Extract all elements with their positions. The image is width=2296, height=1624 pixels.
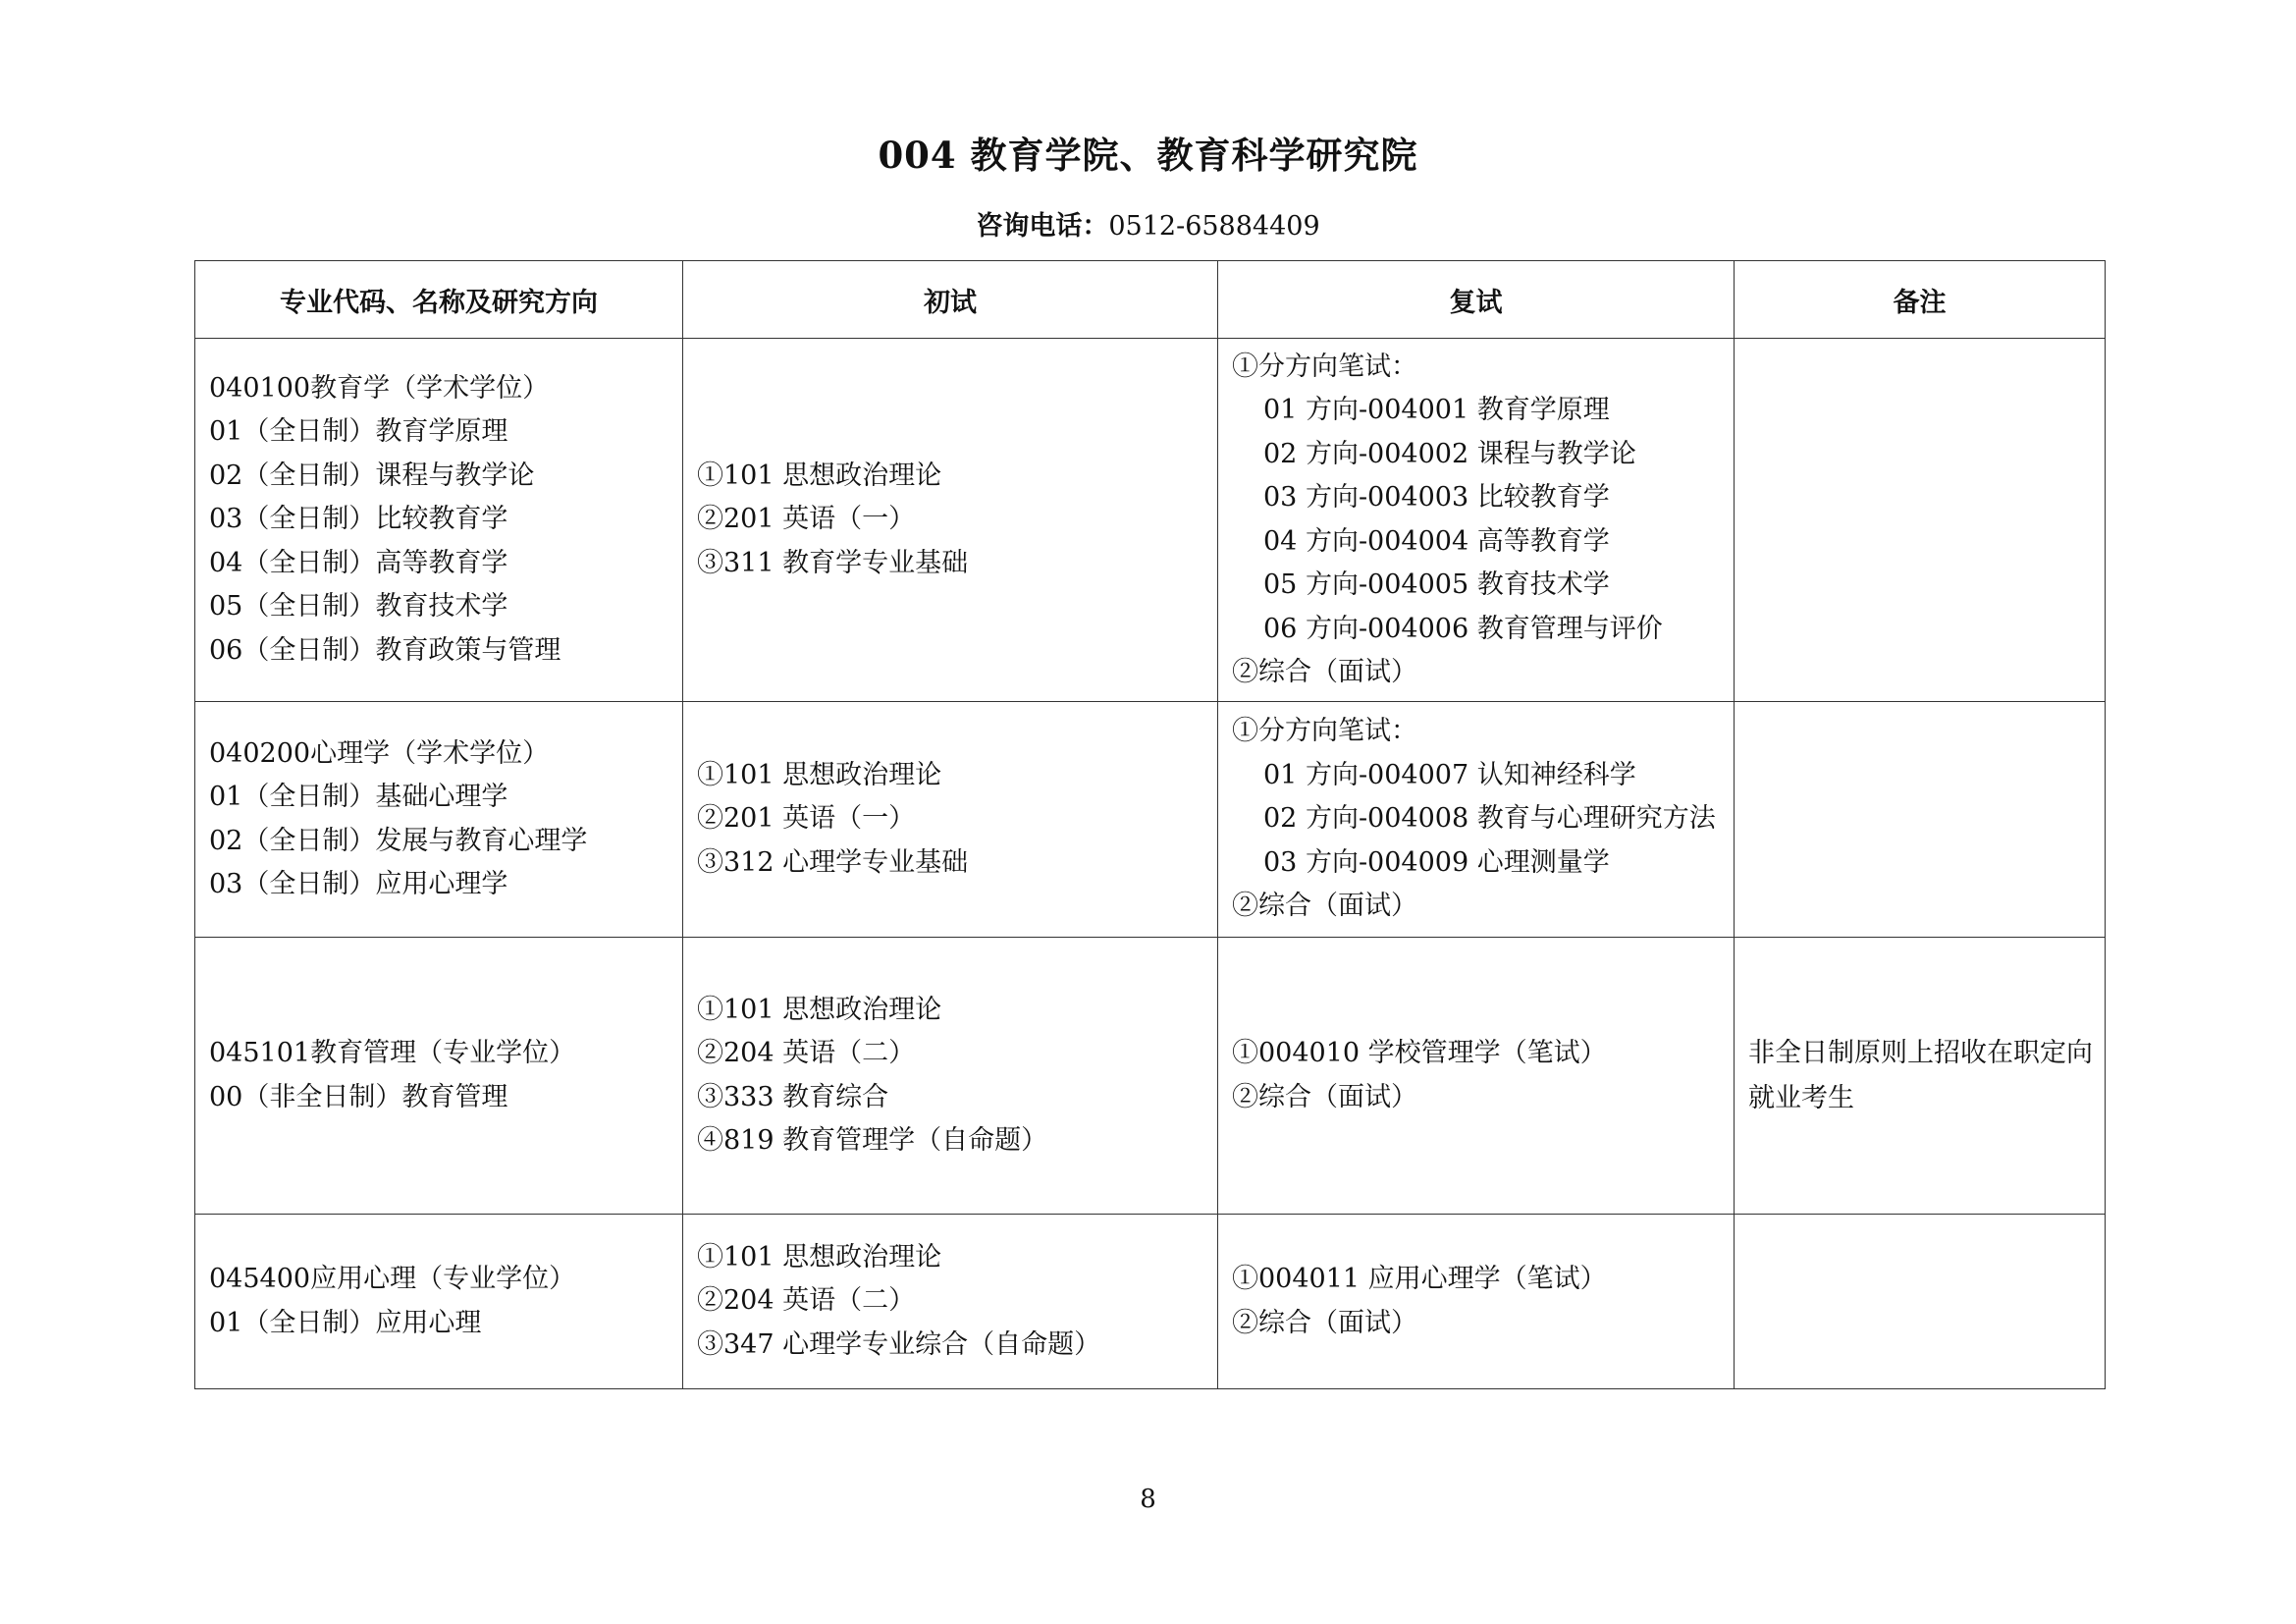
page-number: 8 — [1140, 1485, 1156, 1514]
remark-cell — [1735, 702, 2106, 938]
header-remark: 备注 — [1735, 261, 2106, 339]
major-title — [209, 367, 668, 411]
table-row — [195, 938, 2106, 1215]
page-title: 004 教育学院、教育科学研究院 — [878, 134, 1418, 177]
major-title — [209, 732, 668, 777]
remark-cell — [1735, 339, 2106, 702]
retest-interview: ②综合（面试） — [1232, 657, 1417, 687]
direction-item: 06（全日制）教育政策与管理 — [209, 634, 561, 666]
header-initial-exam: 初试 — [683, 261, 1218, 339]
exam-subject: ③312 心理学专业基础 — [697, 846, 969, 878]
direction-item: 00（非全日制）教育管理 — [209, 1081, 508, 1112]
major-title — [209, 1032, 668, 1076]
exam-subject: ①101 思想政治理论 — [697, 759, 942, 790]
retest-title: ①分方向笔试： — [1232, 351, 1417, 382]
table-row — [195, 702, 2106, 938]
retest-item: 01 方向-004001 教育学原理 — [1263, 395, 1610, 425]
major-code: 045400 — [209, 1264, 311, 1294]
major-cell — [195, 1215, 683, 1389]
major-code: 045101 — [209, 1038, 311, 1068]
initial-exam-cell — [683, 339, 1218, 702]
retest-item: 06 方向-004006 教育管理与评价 — [1263, 613, 1663, 644]
retest-item: 01 方向-004007 认知神经科学 — [1263, 759, 1636, 790]
major-name: 教育管理（专业学位） — [310, 1038, 576, 1068]
retest-item: 05 方向-004005 教育技术学 — [1263, 569, 1610, 600]
direction-item: 01（全日制）教育学原理 — [209, 416, 508, 448]
major-code: 040200 — [209, 737, 311, 769]
retest-item: 04 方向-004004 高等教育学 — [1263, 525, 1610, 557]
exam-subject: ④819 教育管理学（自命题） — [697, 1125, 1048, 1156]
remark-text: 非全日制原则上招收在职定向就业考生 — [1748, 1037, 2093, 1113]
table-row — [195, 339, 2106, 702]
exam-subject: ②201 英语（一） — [697, 504, 916, 535]
contact-line — [0, 204, 2296, 243]
retest-cell — [1218, 1215, 1735, 1389]
remark-cell — [1735, 938, 2106, 1215]
retest-item: 03 方向-004009 心理测量学 — [1263, 846, 1610, 878]
header-retest: 复试 — [1218, 261, 1735, 339]
contact-label: 咨询电话： — [976, 211, 1109, 242]
retest-title: ①分方向笔试： — [1232, 716, 1417, 747]
direction-item: 03（全日制）应用心理学 — [209, 869, 508, 899]
major-name: 应用心理（专业学位） — [310, 1264, 576, 1294]
direction-item: 01（全日制）基础心理学 — [209, 782, 508, 812]
retest-item: ①004010 学校管理学（笔试） — [1232, 1038, 1607, 1068]
direction-item: 01（全日制）应用心理 — [209, 1307, 482, 1338]
table-row — [195, 1215, 2106, 1389]
exam-subject: ③347 心理学专业综合（自命题） — [697, 1328, 1101, 1360]
direction-item: 03（全日制）比较教育学 — [209, 504, 508, 535]
exam-subject: ①101 思想政治理论 — [697, 994, 942, 1025]
exam-subject: ②204 英语（二） — [697, 1285, 916, 1317]
retest-item: 02 方向-004002 课程与教学论 — [1263, 438, 1636, 469]
retest-cell — [1218, 339, 1735, 702]
admissions-table — [194, 260, 2106, 1389]
retest-interview: ②综合（面试） — [1232, 891, 1417, 922]
exam-subject: ②201 英语（一） — [697, 803, 916, 835]
retest-item: 03 方向-004003 比较教育学 — [1263, 482, 1610, 513]
initial-exam-cell — [683, 938, 1218, 1215]
direction-item: 02（全日制）发展与教育心理学 — [209, 825, 588, 856]
retest-cell — [1218, 702, 1735, 938]
direction-item: 02（全日制）课程与教学论 — [209, 460, 535, 491]
exam-subject: ①101 思想政治理论 — [697, 460, 942, 491]
major-code: 040100 — [209, 372, 311, 404]
table-header-row — [195, 261, 2106, 339]
remark-cell — [1735, 1215, 2106, 1389]
major-name: 心理学（学术学位） — [310, 737, 550, 769]
retest-cell — [1218, 938, 1735, 1215]
exam-subject: ①101 思想政治理论 — [697, 1241, 942, 1272]
major-cell — [195, 702, 683, 938]
exam-subject: ②204 英语（二） — [697, 1038, 916, 1068]
initial-exam-cell — [683, 1215, 1218, 1389]
retest-item: ①004011 应用心理学（笔试） — [1232, 1264, 1607, 1294]
header-major: 专业代码、名称及研究方向 — [195, 261, 683, 339]
retest-interview: ②综合（面试） — [1232, 1081, 1417, 1112]
exam-subject: ③333 教育综合 — [697, 1081, 889, 1112]
major-name: 教育学（学术学位） — [310, 372, 550, 404]
major-title — [209, 1258, 668, 1302]
major-cell — [195, 339, 683, 702]
retest-item: 02 方向-004008 教育与心理研究方法 — [1263, 803, 1716, 835]
major-cell — [195, 938, 683, 1215]
direction-item: 04（全日制）高等教育学 — [209, 547, 508, 578]
direction-item: 05（全日制）教育技术学 — [209, 591, 508, 623]
retest-interview: ②综合（面试） — [1232, 1307, 1417, 1338]
contact-phone: 0512-65884409 — [1108, 211, 1320, 242]
exam-subject: ③311 教育学专业基础 — [697, 547, 969, 578]
initial-exam-cell — [683, 702, 1218, 938]
